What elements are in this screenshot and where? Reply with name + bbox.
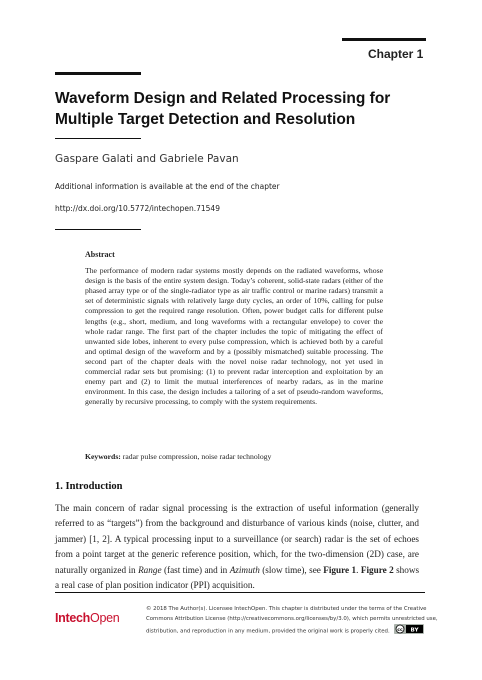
- azimuth-term: Azimuth: [229, 564, 260, 575]
- figure-2-link[interactable]: Figure 2: [360, 564, 394, 575]
- intro-text-1: The main concern of radar signal processing is the extraction of useful information (generally referred to as “targets”) from the background and disturbance of various kinds (noise, clutter, and jammer) [1, 2]. A typical processing input to a surveillance (or search) radar is the set of echoes from a point target at the generic reference position, which, for the two-dimension (2D) case, are naturally organized in: [55, 503, 419, 575]
- header-rule: [342, 38, 426, 41]
- figure-1-link[interactable]: Figure 1: [323, 564, 357, 575]
- intro-text-4: .: [356, 564, 359, 575]
- doi-rule: [55, 229, 141, 230]
- svg-text:cc: cc: [397, 627, 404, 633]
- intro-text-3: (slow time), see: [262, 564, 321, 575]
- keywords-text: radar pulse compression, noise radar technology: [122, 452, 272, 461]
- license-text: © 2018 The Author(s). Licensee IntechOpen. This chapter is distributed under the terms of the Creative Commons Attribution License (http://creativecommons.org/licenses/by/3.0), which permits unrestricted use, distribution, and reproduction in any medium, provided the original work is properly cited.: [146, 606, 438, 635]
- title-bottom-rule: [55, 138, 141, 139]
- section-heading: 1. Introduction: [55, 481, 123, 492]
- abstract-heading: Abstract: [85, 250, 115, 259]
- abstract-block: [85, 250, 383, 407]
- logo-open: Open: [90, 611, 120, 625]
- additional-info: Additional information is available at the end of the chapter: [55, 182, 280, 191]
- title-top-rule: [55, 72, 141, 75]
- doi-link[interactable]: http://dx.doi.org/10.5772/intechopen.71549: [55, 204, 220, 213]
- chapter-title: Waveform Design and Related Processing for Multiple Target Detection and Resolution: [55, 90, 391, 128]
- logo-intech: Intech: [55, 611, 91, 625]
- chapter-label: Chapter 1: [368, 47, 424, 61]
- intechopen-logo: [55, 611, 119, 625]
- cc-by-label: BY: [410, 627, 419, 634]
- intro-paragraph: [55, 501, 419, 593]
- authors: Gaspare Galati and Gabriele Pavan: [55, 153, 239, 165]
- intro-text-5: shows a real case of plan position indicator (PPI) acquisition.: [55, 564, 420, 591]
- license-block: [146, 604, 441, 638]
- footer-rule: [55, 592, 425, 593]
- cc-by-icon: [394, 624, 424, 634]
- abstract-text: The performance of modern radar systems mostly depends on the radiated waveforms, whose design is the basis of the entire system design. Today’s coherent, solid-state radars (either of the phased array type or of the single-radiator type as air traffic control or marine radars) transmit a set of deterministic signals with relatively large duty cycles, an order of 10%, calling for pulse compression to get the required range resolution. Often, power budget calls for different pulse lengths (e.g., short, medium, and long waveforms with a rectangular envelope) to cover the whole radar range. The first part of the chapter includes the topic of mitigating the effect of unwanted side lobes, inherent to every pulse compression, which is achieved both by a careful and optimal design of the waveform and by a (possibly mismatched) suitable processing. The second part of the chapter deals with the novel noise radar technology, not yet used in commercial radar sets but promising: (1) to prevent radar interception and exploitation by an enemy part and (2) to limit the mutual interferences of nearby radars, as in the marine environment. In this case, the design includes a tailoring of a set of pseudo-random waveforms, generally by recursive processing, to comply with the system requirements.: [85, 266, 383, 407]
- keywords: [85, 452, 271, 461]
- intro-text-2: (fast time) and in: [163, 564, 228, 575]
- cc-by-badge[interactable]: [394, 624, 424, 638]
- keywords-label: Keywords:: [85, 452, 121, 461]
- range-term: Range: [138, 564, 162, 575]
